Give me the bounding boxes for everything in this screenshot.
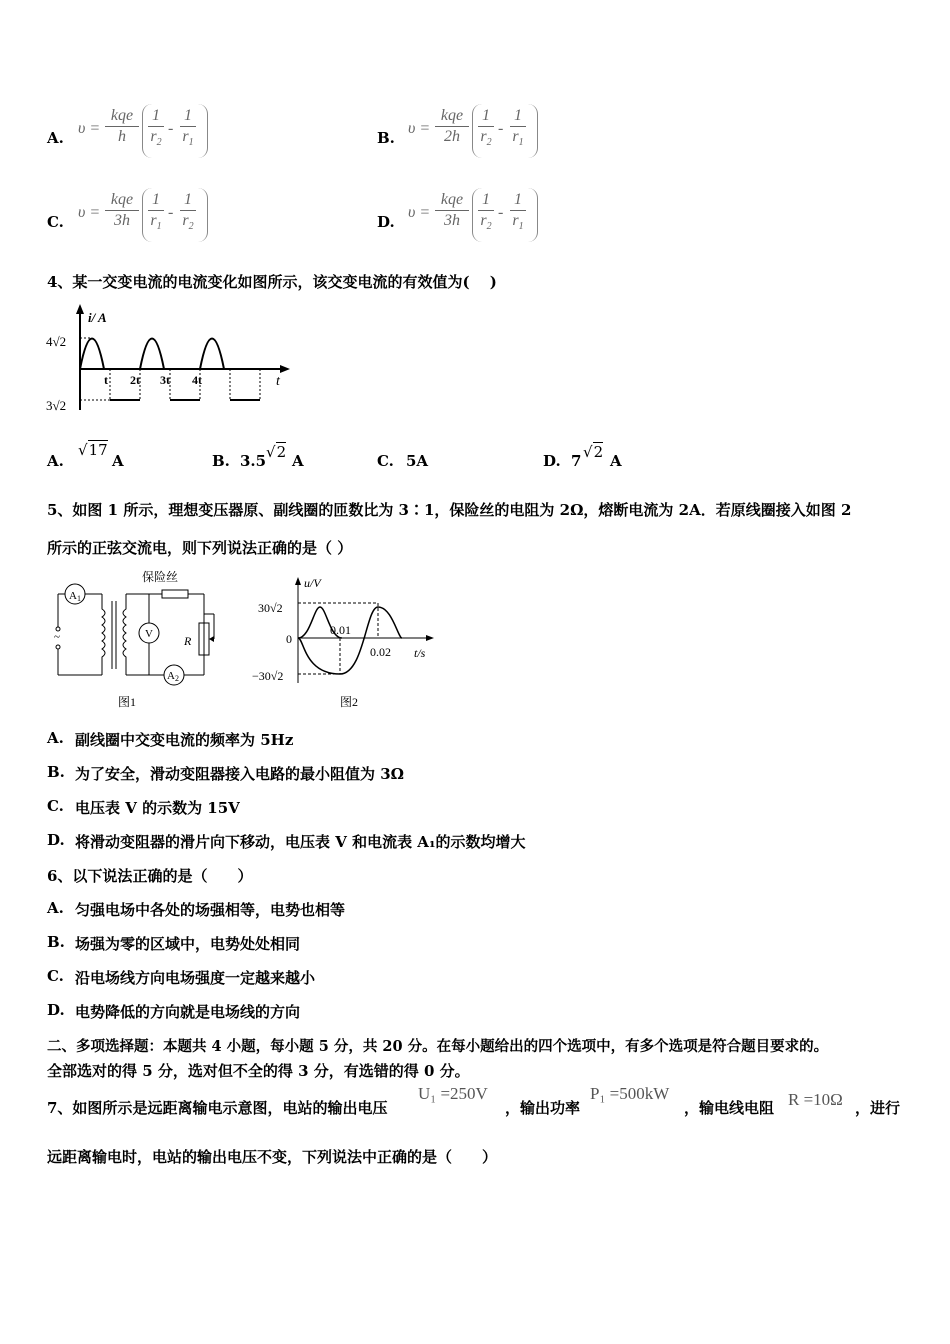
option-label: D. bbox=[377, 213, 395, 231]
q5-fig2-graph bbox=[252, 575, 442, 715]
inv-r-fraction: 1 $r_2$ bbox=[148, 107, 164, 148]
q5-fig1-circuit bbox=[46, 565, 236, 715]
option-label: C. bbox=[47, 967, 64, 985]
option-text: 匀强电场中各处的场强相等，电势也相等 bbox=[75, 901, 346, 919]
option-label: B. bbox=[47, 933, 65, 951]
v-symbol: υ = bbox=[408, 120, 431, 137]
fuse bbox=[162, 590, 188, 598]
option-label: D. bbox=[543, 452, 561, 470]
zero-label: 0 bbox=[286, 632, 292, 646]
y-axis-arrow bbox=[76, 304, 84, 314]
option-label: D. bbox=[47, 1001, 65, 1019]
option-label: A. bbox=[47, 129, 64, 147]
x-axis-label: t/s bbox=[414, 646, 426, 660]
secondary-coil bbox=[123, 594, 126, 675]
t1-label: 0.01 bbox=[330, 623, 351, 637]
q7-u1-formula: U₁ =250V bbox=[418, 1084, 488, 1103]
q7-stem-part3: ，输电线电阻 bbox=[684, 1099, 775, 1117]
inv-r-fraction: 1 $r_1$ bbox=[180, 107, 196, 148]
sqrt-expr: √2 bbox=[266, 443, 287, 461]
q7-stem-line2: 远距离输电时，电站的输出电压不变，下列说法中正确的是（ ） bbox=[47, 1148, 498, 1166]
option-label: B. bbox=[47, 763, 65, 781]
t2-label: 0.02 bbox=[370, 645, 391, 659]
q6-stem: 6、以下说法正确的是（ ） bbox=[47, 867, 253, 885]
inv-r-fraction: 1 $r_1$ bbox=[510, 191, 526, 232]
tick-label-2t: 2t bbox=[130, 373, 140, 387]
y-axis-label: i/ A bbox=[88, 310, 107, 325]
option-label: C. bbox=[47, 797, 64, 815]
v-symbol: υ = bbox=[78, 120, 101, 137]
inv-r-fraction: 1 $r_1$ bbox=[510, 107, 526, 148]
ac-source-symbol: ~ bbox=[54, 631, 60, 643]
option-label: A. bbox=[47, 452, 64, 470]
q7-p1-formula: P₁ =500kW bbox=[590, 1084, 670, 1103]
tick-label-t: t bbox=[104, 373, 108, 387]
section2-header-line2: 全部选对的得 5 分，选对但不全的得 3 分，有选错的得 0 分。 bbox=[47, 1062, 470, 1080]
option-value: 5A bbox=[406, 452, 429, 470]
tick-label-3t: 3t bbox=[160, 373, 170, 387]
coef-fraction: kqe 3h bbox=[435, 191, 469, 230]
sqrt-expr: √17 bbox=[78, 441, 108, 459]
q7-r-formula: R =10Ω bbox=[788, 1090, 843, 1109]
option-text: 电势降低的方向就是电场线的方向 bbox=[75, 1003, 301, 1021]
option-label: C. bbox=[377, 452, 394, 470]
coef-fraction: kqe h bbox=[105, 107, 139, 146]
v-symbol: υ = bbox=[408, 204, 431, 221]
section2-header-line1: 二、多项选择题：本题共 4 小题，每小题 5 分，共 20 分。在每小题给出的四个选项中，有多个选项是符合题目要求的。 bbox=[47, 1038, 829, 1055]
minus: - bbox=[498, 204, 504, 221]
option-text: 沿电场线方向电场强度一定越来越小 bbox=[75, 969, 316, 987]
option-label: D. bbox=[47, 831, 65, 849]
option-label: C. bbox=[47, 213, 64, 231]
coef-fraction: kqe 3h bbox=[105, 191, 139, 230]
option-unit: A bbox=[610, 452, 622, 470]
pos-half-wave-3 bbox=[200, 339, 224, 370]
inv-r-fraction: 1 $r_2$ bbox=[478, 107, 494, 148]
ammeter-a1-label: A1 bbox=[69, 590, 81, 603]
option-label: B. bbox=[212, 452, 230, 470]
option-text: 将滑动变阻器的滑片向下移动，电压表 V 和电流表 A₁的示数均增大 bbox=[75, 833, 526, 851]
q7-stem-part2: ，输出功率 bbox=[505, 1099, 581, 1117]
x-axis-arrow bbox=[280, 365, 290, 373]
pos-half-wave-1 bbox=[80, 339, 104, 370]
rheostat-slider bbox=[209, 636, 214, 642]
q7-stem-part1: 7、如图所示是远距离输电示意图，电站的输出电压 bbox=[47, 1099, 388, 1117]
primary-coil bbox=[102, 594, 105, 675]
coef-fraction: kqe 2h bbox=[435, 107, 469, 146]
inv-r-fraction: 1 $r_2$ bbox=[478, 191, 494, 232]
option-text: 场强为零的区域中，电势处处相同 bbox=[75, 935, 301, 953]
minus: - bbox=[498, 120, 504, 137]
y-axis-label: u/V bbox=[304, 576, 321, 590]
fig1-caption: 图1 bbox=[118, 695, 137, 709]
v-symbol: υ = bbox=[78, 204, 101, 221]
voltmeter-label: V bbox=[145, 628, 153, 640]
pos-value-label: 4√2 bbox=[46, 334, 67, 349]
option-unit: A bbox=[112, 452, 124, 470]
resistor-label: R bbox=[184, 634, 192, 648]
minus: - bbox=[168, 204, 174, 221]
q7-stem-part4: ，进行 bbox=[855, 1099, 901, 1117]
inv-r-fraction: 1 $r_1$ bbox=[148, 191, 164, 232]
fig2-caption: 图2 bbox=[340, 695, 359, 709]
fuse-label: 保险丝 bbox=[142, 570, 179, 584]
top-value-label: 30√2 bbox=[258, 601, 283, 615]
option-text: 副线圈中交变电流的频率为 5Hz bbox=[75, 731, 294, 749]
bottom-value-label: −30√2 bbox=[252, 669, 284, 683]
q4-stem: 4、某一交变电流的电流变化如图所示，该交变电流的有效值为( ) bbox=[47, 273, 497, 291]
option-label: A. bbox=[47, 729, 64, 747]
ammeter-a2-label: A2 bbox=[167, 670, 179, 683]
minus: - bbox=[168, 120, 174, 137]
inv-r-fraction: 1 $r_2$ bbox=[180, 191, 196, 232]
option-unit: A bbox=[292, 452, 304, 470]
option-text: 为了安全，滑动变阻器接入电路的最小阻值为 3Ω bbox=[75, 765, 405, 783]
option-text: 电压表 V 的示数为 15V bbox=[75, 799, 240, 817]
q5-stem-line1: 5、如图 1 所示，理想变压器原、副线圈的匝数比为 3∶1，保险丝的电阻为 2Ω，熔断电流为 2A．若原线圈接入如图 2 bbox=[47, 501, 852, 519]
option-label: B. bbox=[377, 129, 395, 147]
tick-label-4t: 4t bbox=[192, 373, 202, 387]
option-label: A. bbox=[47, 899, 64, 917]
option-value: 7 bbox=[571, 452, 582, 470]
x-axis-label: t bbox=[276, 374, 280, 389]
neg-value-label: 3√2 bbox=[46, 398, 67, 413]
sqrt-expr: √2 bbox=[583, 443, 604, 461]
q4-graph bbox=[44, 302, 294, 420]
option-value: 3.5 bbox=[240, 452, 267, 470]
pos-half-wave-2 bbox=[140, 339, 164, 370]
q5-stem-line2: 所示的正弦交流电，则下列说法正确的是（ ） bbox=[47, 539, 353, 557]
